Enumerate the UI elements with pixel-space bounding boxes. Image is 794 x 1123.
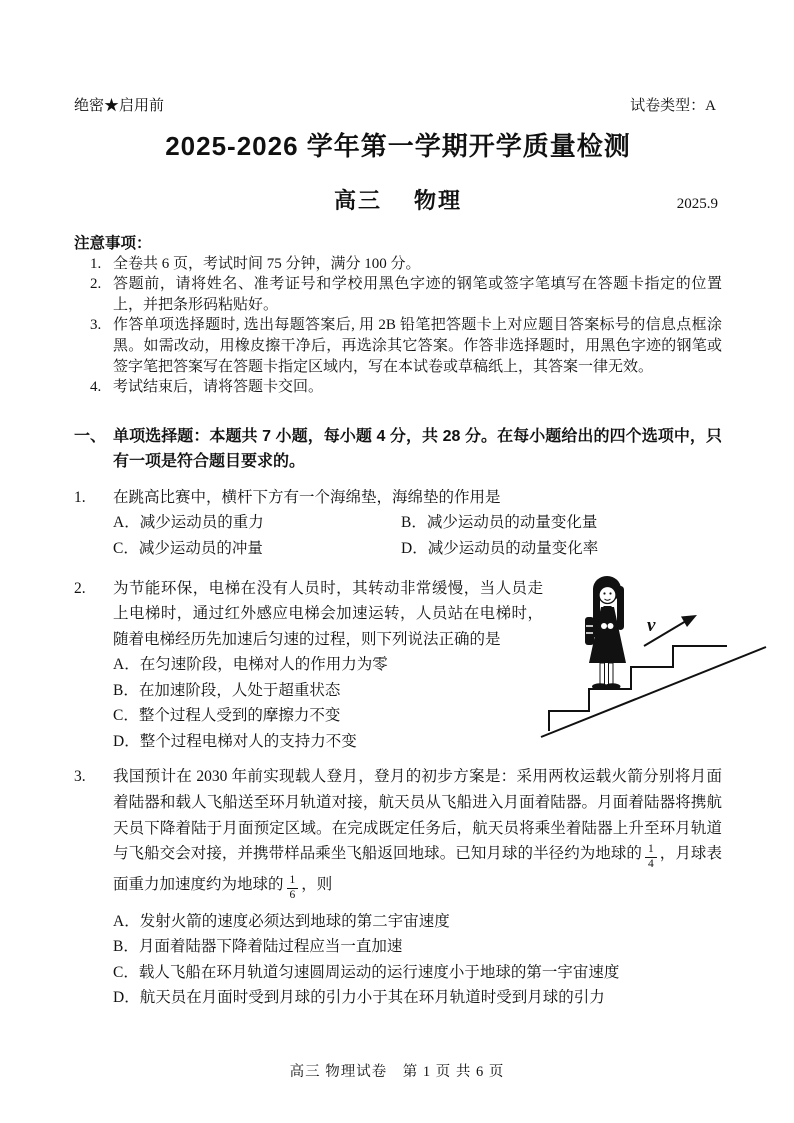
option-label: B． — [113, 681, 139, 699]
page-header — [74, 97, 722, 115]
notice-item — [90, 315, 722, 377]
exam-date: 2025.9 — [676, 195, 718, 212]
option-text: 整个过程电梯对人的支持力不变 — [139, 732, 357, 750]
notice-item-number: 2. — [90, 276, 102, 293]
fraction-one-sixth: $\frac{1}{6}$ — [287, 874, 299, 903]
question-1-number: 1. — [74, 488, 86, 506]
option-text: 减少运动员的重力 — [139, 514, 264, 532]
paper-type-label: 试卷类型：A — [630, 98, 716, 114]
section-1-heading — [74, 424, 722, 475]
option-text: 整个过程人受到的摩擦力不变 — [138, 707, 341, 725]
question-3-options — [113, 909, 722, 1011]
escalator-figure — [540, 570, 768, 742]
option-text: 减少运动员的冲量 — [138, 539, 263, 557]
subtitle-row — [74, 187, 722, 215]
security-label: 绝密★启用前 — [74, 98, 165, 114]
question-3-text-part3: ，则 — [301, 875, 333, 893]
option-label: B． — [113, 938, 139, 956]
question-2 — [74, 576, 722, 755]
notice-item — [90, 254, 722, 275]
question-3-text-part2: ，月球表面重力加速度约为地球的 — [113, 845, 722, 893]
option-text: 在加速阶段，人处于超重状态 — [138, 681, 341, 699]
question-3-number: 3. — [74, 768, 86, 786]
notice-heading: 注意事项： — [74, 234, 152, 252]
option-text: 航天员在月面时受到月球的引力小于其在环月轨道时受到月球的引力 — [139, 989, 605, 1007]
person-figure — [585, 576, 626, 690]
option-3a — [113, 909, 722, 935]
escalator-stairs — [541, 646, 766, 737]
section-1-text: 单项选择题：本题共 7 小题，每小题 4 分，共 28 分。在每小题给出的四个选项中，只有一项是符合题目要求的。 — [113, 427, 722, 471]
notice-item-number: 1. — [90, 255, 102, 272]
fraction-one-fourth: $\frac{1}{4}$ — [645, 843, 657, 872]
notice-item-text: 全卷共 6 页，考试时间 75 分钟，满分 100 分。 — [113, 255, 421, 272]
question-2-text: 为节能环保，电梯在没有人员时，其转动非常缓慢，当人员走上电梯时，通过红外感应电梯会加速运转，人员站在电梯时，随着电梯经历先加速后匀速的过程，则下列说法正确的是 — [113, 579, 543, 648]
option-text: 减少运动员的动量变化率 — [427, 539, 599, 557]
notice-section — [74, 233, 722, 398]
notice-item-text: 答题前，请将姓名、准考证号和学校用黑色字迹的钢笔或签字笔填写在答题卡指定的位置上，并把条形码粘贴好。 — [113, 276, 722, 313]
option-1d — [401, 536, 722, 562]
question-3 — [74, 764, 722, 1011]
option-label: D． — [401, 539, 428, 557]
question-2-number: 2. — [74, 579, 86, 597]
velocity-arrow — [644, 615, 697, 646]
option-3b — [113, 934, 722, 960]
notice-item — [90, 377, 722, 398]
option-label: D． — [113, 732, 140, 750]
question-1-text: 在跳高比赛中，横杆下方有一个海绵垫，海绵垫的作用是 — [113, 488, 501, 506]
option-text: 在匀速阶段，电梯对人的作用力为零 — [139, 656, 388, 674]
question-3-text-part1: 我国预计在 2030 年前实现载人登月，登月的初步方案是：采用两枚运载火箭分别将月面着陆器和载人飞船送至环月轨道对接，航天员从飞船进入月面着陆器。月面着陆器将携航天员下降着陆于月面预定区域。在完成既定任务后，航天员将乘坐着陆器上升至环月轨道与飞船交会对接，并携带样品乘坐飞船返回地球。已知月球的半径约为地球的 — [113, 768, 722, 863]
notice-item-number: 3. — [90, 317, 102, 334]
notice-item-text: 考试结束后，请将答题卡交回。 — [113, 379, 324, 396]
arrow-label: v — [647, 614, 656, 636]
notice-item-number: 4. — [90, 379, 102, 396]
option-label: C． — [113, 539, 139, 557]
option-label: A． — [113, 912, 140, 930]
option-3d — [113, 985, 722, 1011]
exam-subject: 高三 物理 — [333, 187, 463, 213]
option-label: B． — [401, 514, 427, 532]
exam-title: 2025-2026 学年第一学期开学质量检测 — [165, 131, 631, 161]
question-1-options — [113, 510, 722, 561]
option-1c — [113, 536, 401, 562]
notice-item — [90, 274, 722, 315]
option-1a — [113, 510, 401, 536]
section-1-marker: 一、 — [74, 427, 107, 445]
option-label: C． — [113, 707, 139, 725]
page-footer: 高三 物理试卷 第 1 页 共 6 页 — [289, 1064, 505, 1080]
option-text: 载人飞船在环月轨道匀速圆周运动的运行速度小于地球的第一宇宙速度 — [138, 963, 620, 981]
option-label: D． — [113, 989, 140, 1007]
option-text: 减少运动员的动量变化量 — [426, 514, 598, 532]
option-label: A． — [113, 656, 140, 674]
question-3-text — [113, 764, 722, 902]
option-text: 发射火箭的速度必须达到地球的第二宇宙速度 — [139, 912, 450, 930]
option-text: 月面着陆器下降着陆过程应当一直加速 — [138, 938, 403, 956]
option-3c — [113, 960, 722, 986]
notice-item-text: 作答单项选择题时, 选出每题答案后, 用 2B 铅笔把答题卡上对应题目答案标号的信息点框涂黑。如需改动，用橡皮擦干净后，再选涂其它答案。作答非选择题时，用黑色字迹的钢笔或签字笔把答案写在答题卡指定区域内，写在本试卷或草稿纸上，其答案一律无效。 — [113, 317, 722, 375]
question-1 — [74, 485, 722, 562]
option-label: A． — [113, 514, 140, 532]
option-1b — [401, 510, 722, 536]
option-label: C． — [113, 963, 139, 981]
